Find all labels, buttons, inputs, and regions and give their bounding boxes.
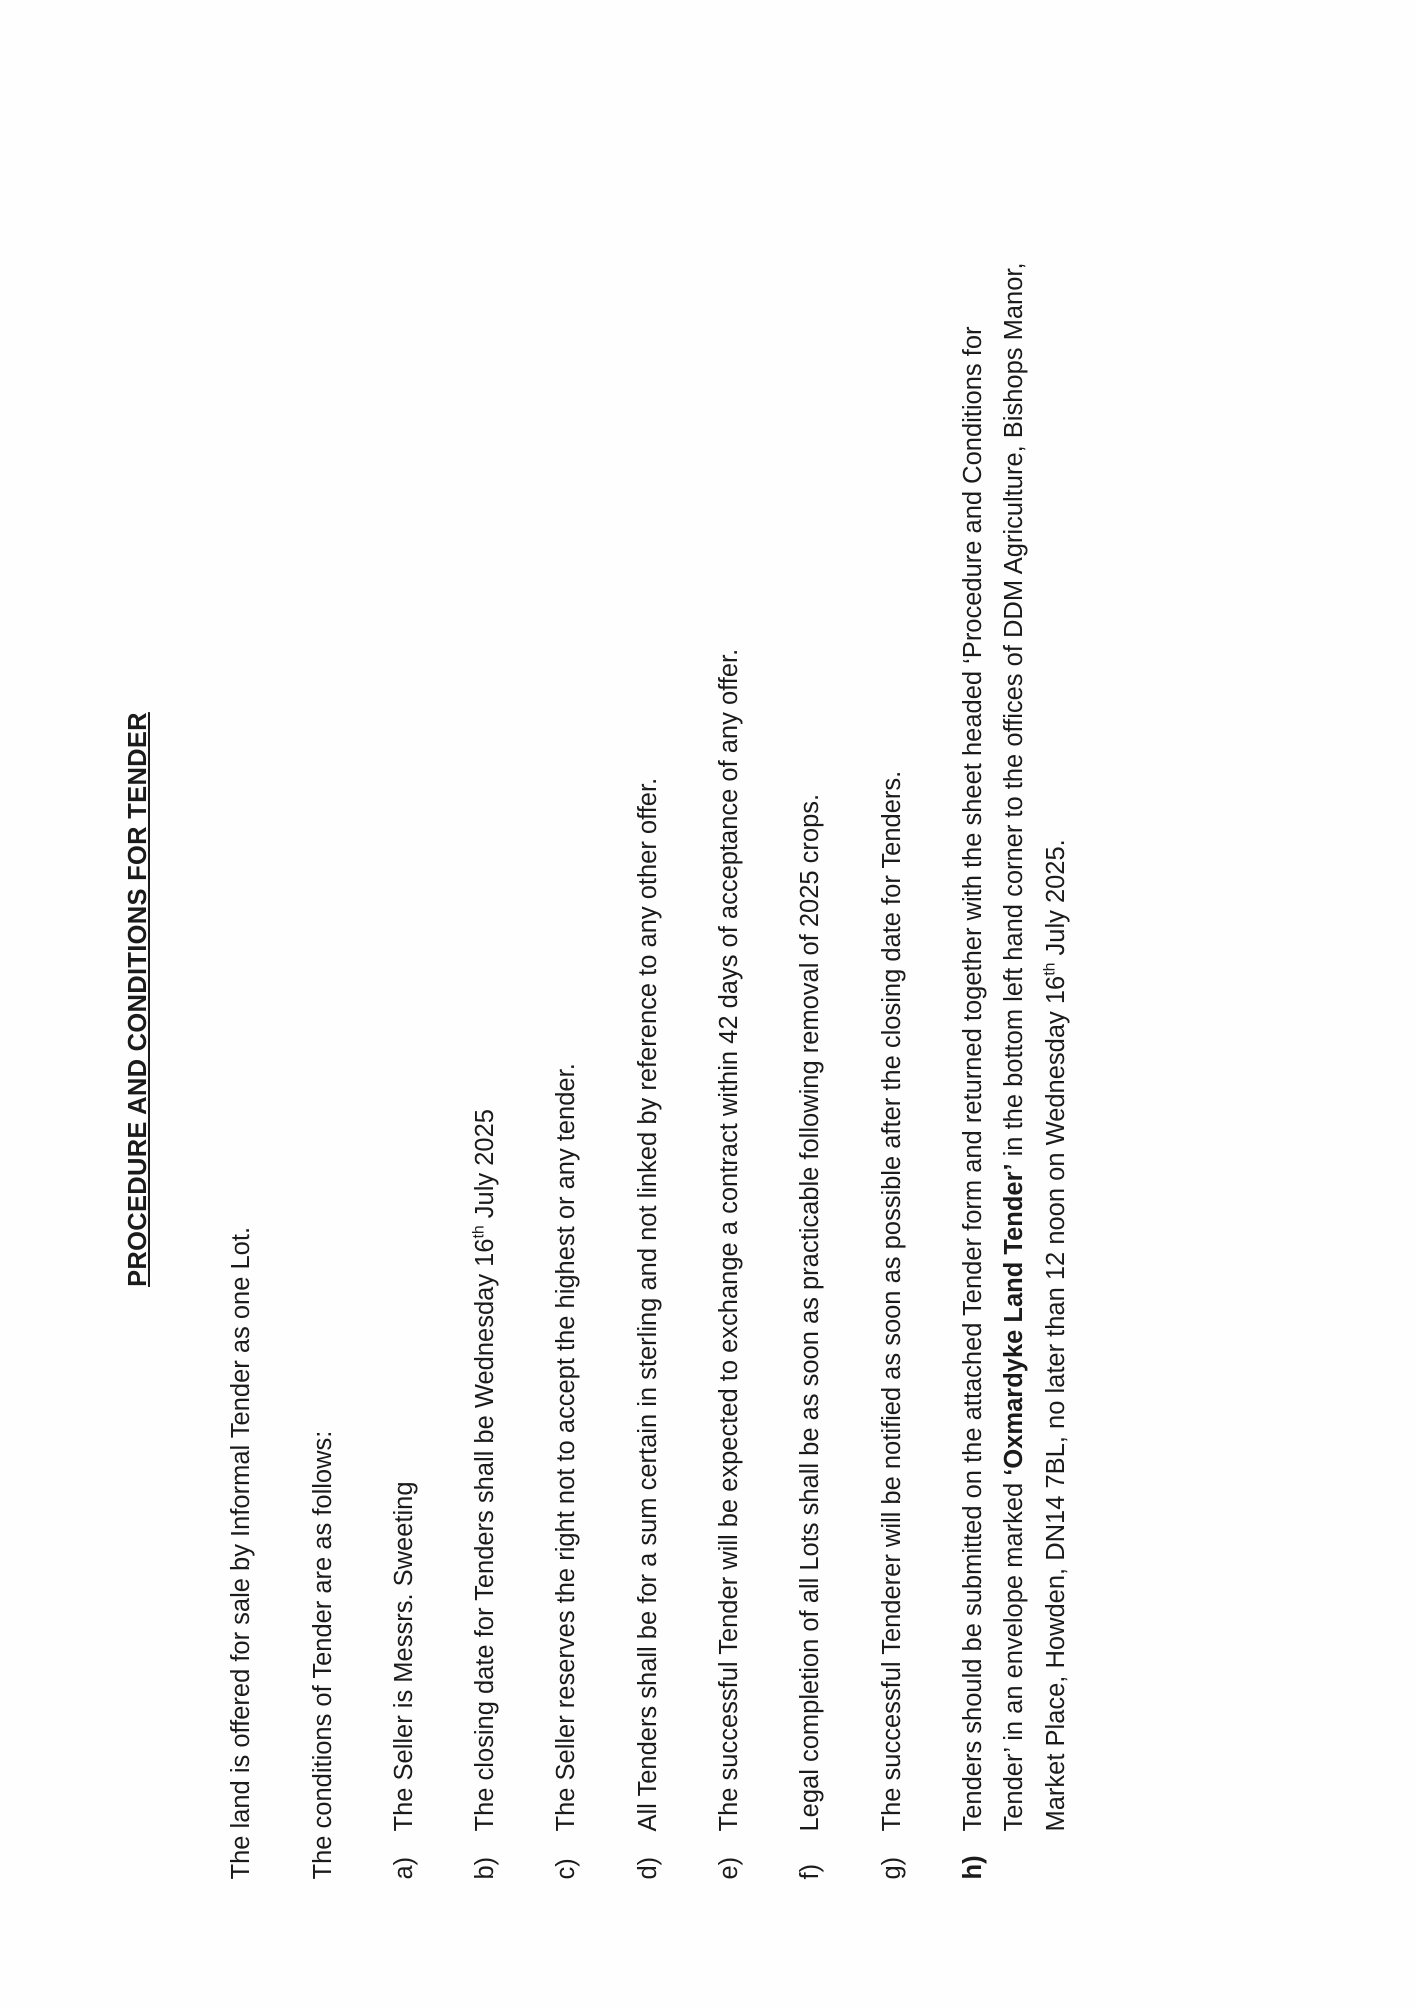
list-marker: h) bbox=[958, 1854, 987, 1879]
list-item-text: All Tenders shall be for a sum certain in sterling and not linked by reference to any other offer. bbox=[633, 777, 662, 1831]
list-item-text-part1: Tenders should be submitted on the attached Tender form and returned together with the sheet headed ‘Procedure and Conditions for Tender’ in an envelope marked bbox=[958, 325, 1029, 1831]
list-item bbox=[872, 119, 913, 1879]
list-marker: d) bbox=[633, 1856, 662, 1879]
conditions-list bbox=[384, 119, 1077, 1879]
list-item bbox=[790, 119, 831, 1879]
list-item bbox=[709, 119, 750, 1879]
list-marker: g) bbox=[877, 1856, 906, 1879]
list-item-text: The successful Tenderer will be notified as soon as possible after the closing date for Tenders. bbox=[877, 770, 906, 1831]
list-item-text: The Seller is Messrs. Sweeting bbox=[389, 1480, 418, 1831]
list-marker: c) bbox=[552, 1857, 581, 1879]
list-item-text-before: The closing date for Tenders shall be Wednesday 16 bbox=[471, 1237, 500, 1831]
list-marker: a) bbox=[389, 1856, 418, 1879]
list-item bbox=[953, 119, 1077, 1879]
list-marker: e) bbox=[715, 1856, 744, 1879]
ordinal-suffix: th bbox=[1041, 962, 1059, 976]
ordinal-suffix: th bbox=[470, 1224, 488, 1238]
list-item-text: The successful Tender will be expected to exchange a contract within 42 days of acceptance of any offer. bbox=[715, 648, 744, 1831]
list-item-text-after: July 2025 bbox=[471, 1108, 500, 1225]
list-item-text bbox=[465, 241, 506, 1831]
list-item-text-part2: in the bottom left hand corner to the offices of DDM Agriculture, Bishops Manor, Market Place, Howden, DN14 7BL, no later than 12 noon on Wednesday 16 bbox=[1000, 261, 1070, 1831]
conditions-lead-in: The conditions of Tender are as follows: bbox=[308, 1430, 337, 1879]
list-marker: b) bbox=[471, 1856, 500, 1879]
list-item-text: The Seller reserves the right not to accept the highest or any tender. bbox=[552, 1062, 581, 1831]
list-item-text: Legal completion of all Lots shall be as soon as practicable following removal of 2025 crops. bbox=[796, 793, 825, 1831]
envelope-marking-label: ‘Oxmardyke Land Tender’ bbox=[1000, 1162, 1029, 1476]
page-title: PROCEDURE AND CONDITIONS FOR TENDER bbox=[124, 711, 152, 1287]
list-item bbox=[628, 119, 669, 1879]
intro-paragraph: The land is offered for sale by Informal Tender as one Lot. bbox=[227, 1226, 256, 1879]
list-item-text bbox=[953, 241, 1077, 1831]
document-body bbox=[118, 119, 1298, 1879]
list-item bbox=[546, 119, 587, 1879]
list-item bbox=[465, 119, 506, 1879]
list-marker: f) bbox=[796, 1863, 825, 1879]
list-item-text-part3: July 2025. bbox=[1041, 838, 1070, 963]
list-item bbox=[384, 119, 425, 1879]
